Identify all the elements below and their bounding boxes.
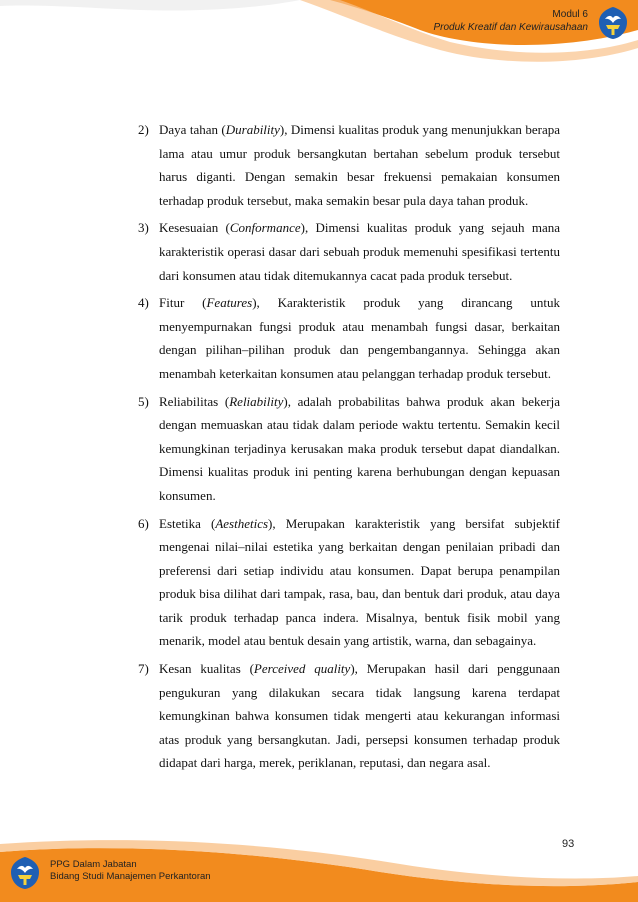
item-text: ), Merupakan karakteristik yang bersifat subjektif mengenai nilai–nilai estetika yang berkaitan dengan penilaian pribadi dan preferensi dari setiap individu atau konsumen. Dapat berupa penampilan produk bisa dilihat dari tampak, rasa, bau, dan bentuk dari produk, atau daya tarik produk terhadap panca indera. Misalnya, bentuk fisik mobil yang menarik, model atau bentuk desain yang artistik, warna, dan sebagainya. bbox=[159, 515, 560, 649]
item-number: 5) bbox=[138, 393, 149, 409]
footer-line-2: Bidang Studi Manajemen Perkantoran bbox=[50, 871, 211, 882]
tut-wuri-handayani-logo-icon bbox=[8, 856, 42, 890]
list-item bbox=[138, 118, 560, 212]
item-lead: Fitur ( bbox=[159, 295, 207, 311]
list-item bbox=[138, 216, 560, 287]
item-number: 6) bbox=[138, 515, 149, 531]
list-item bbox=[138, 291, 560, 385]
item-text: ), Dimensi kualitas produk yang menunjukkan berapa lama atau umur produk bersangkutan bertahan sebelum produk tersebut harus diganti. Dengan semakin besar frekuensi pemakaian konsumen terhadap produk tersebut, maka semakin besar pula daya tahan produk. bbox=[159, 122, 560, 208]
item-lead: Kesan kualitas ( bbox=[159, 661, 254, 677]
header-text bbox=[433, 8, 588, 34]
item-term: Perceived quality bbox=[253, 661, 351, 677]
tut-wuri-handayani-logo-icon bbox=[596, 6, 630, 40]
item-lead: Estetika ( bbox=[159, 515, 216, 531]
item-lead: Daya tahan ( bbox=[159, 122, 226, 137]
list-item bbox=[138, 657, 560, 775]
footer-text bbox=[50, 859, 211, 883]
item-text: ), Merupakan hasil dari penggunaan pengukuran yang dilakukan secara tidak langsung karena terdapat kemungkinan bahwa konsumen tidak mengerti atau kekurangan informasi atas produk yang bersangkutan. Jadi, persepsi konsumen terhadap produk didapat dari harga, merek, periklanan, reputasi, dan negara asal. bbox=[159, 661, 560, 771]
item-text: ), adalah probabilitas bahwa produk akan bekerja dengan memuaskan atau tidak dalam periode waktu tertentu. Semakin kecil kemungkinan terjadinya kerusakan maka produk tersebut dapat diandalkan. Dimensi kualitas produk ini penting karena berhubungan dengan kepuasan konsumen. bbox=[159, 393, 560, 503]
item-number: 4) bbox=[138, 295, 149, 311]
item-term: Features bbox=[206, 295, 253, 311]
list-item bbox=[138, 390, 560, 508]
item-term: Reliability bbox=[229, 393, 284, 409]
item-term: Conformance bbox=[229, 220, 301, 236]
item-term: Aesthetics bbox=[215, 515, 269, 531]
quality-dimensions-list bbox=[138, 118, 560, 779]
page-number: 93 bbox=[562, 838, 575, 850]
item-text: ), Dimensi kualitas produk yang sejauh mana karakteristik operasi dasar dari sebuah produk memenuhi spesifikasi tertentu dari konsumen atau tidak ditemukannya cacat pada produk tersebut. bbox=[159, 220, 561, 283]
item-term: Durability bbox=[225, 122, 280, 137]
item-number: 3) bbox=[138, 220, 149, 236]
item-number: 2) bbox=[138, 122, 149, 137]
footer-line-1: PPG Dalam Jabatan bbox=[50, 859, 137, 870]
item-number: 7) bbox=[138, 661, 149, 677]
item-lead: Kesesuaian ( bbox=[159, 220, 230, 236]
item-text: ), Karakteristik produk yang dirancang untuk menyempurnakan fungsi produk atau menambah fungsi dasar, berkaitan dengan pilihan–pilihan produk dan pengembangannya. Sehingga akan menambah keterkaitan konsumen atau pelanggan terhadap produk tersebut. bbox=[159, 295, 560, 381]
item-lead: Reliabilitas ( bbox=[159, 393, 230, 409]
list-item bbox=[138, 512, 560, 654]
module-label: Modul 6 bbox=[552, 9, 588, 20]
module-subtitle: Produk Kreatif dan Kewirausahaan bbox=[433, 22, 588, 33]
